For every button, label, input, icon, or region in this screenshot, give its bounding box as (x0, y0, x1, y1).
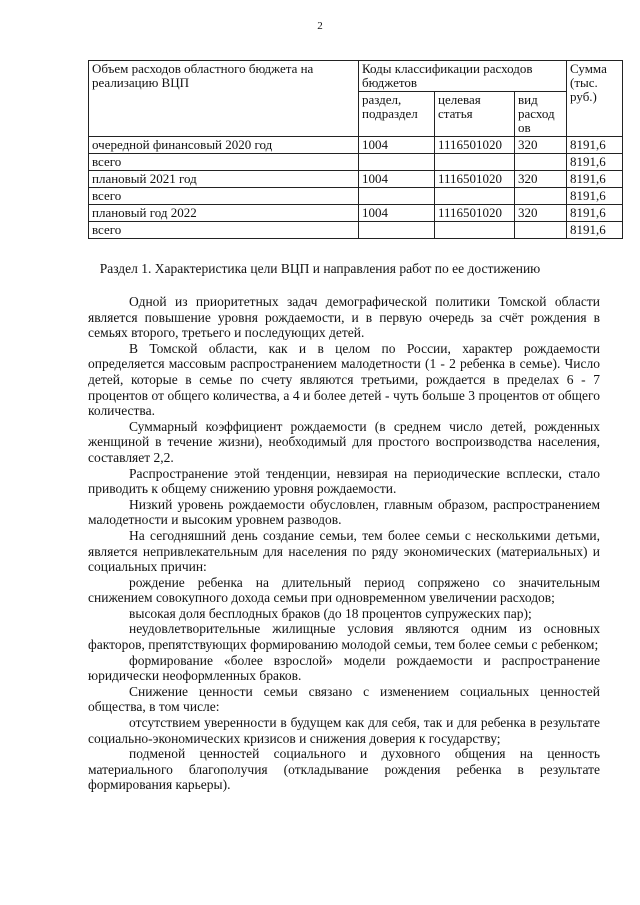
page-number: 2 (317, 20, 323, 32)
table-row (89, 137, 623, 154)
row-sum: 8191,6 (567, 171, 623, 188)
table-row (89, 205, 623, 222)
row-label: всего (89, 154, 359, 171)
table-row (89, 154, 623, 171)
row-razdel (359, 222, 435, 239)
budget-table (88, 60, 623, 239)
row-label: плановый год 2022 (89, 205, 359, 222)
row-vid: 320 (515, 205, 567, 222)
row-razdel: 1004 (359, 137, 435, 154)
row-target: 1116501020 (435, 205, 515, 222)
row-label: очередной финансовый 2020 год (89, 137, 359, 154)
row-target: 1116501020 (435, 137, 515, 154)
paragraph: высокая доля бесплодных браков (до 18 процентов супружеских пар); (129, 605, 532, 621)
table-row (89, 222, 623, 239)
row-razdel: 1004 (359, 205, 435, 222)
table-row (89, 171, 623, 188)
row-sum: 8191,6 (567, 205, 623, 222)
header-budget-volume: Объем расходов областного бюджета на реализацию ВЦП (89, 61, 359, 137)
row-sum: 8191,6 (567, 137, 623, 154)
body-text (88, 294, 600, 793)
paragraph: формирование «более взрослой» модели рождаемости и распространение юридически неоформленных браков. (88, 652, 600, 684)
paragraph: Одной из приоритетных задач демографической политики Томской области является повышение уровня рождаемости, и в первую очередь за счёт рождения в семьях второго, третьего и последующих детей. (88, 294, 600, 341)
row-sum: 8191,6 (567, 154, 623, 171)
paragraph: рождение ребенка на длительный период сопряжено со значительным снижением совокупного дохода семьи при одновременном увеличении расходов; (88, 574, 600, 606)
paragraph: подменой ценностей социального и духовного общения на ценность материального благополучия (откладывание рождения ребенка в результате формирования карьеры). (88, 746, 600, 793)
paragraph: неудовлетворительные жилищные условия являются одним из основных факторов, препятствующих формированию молодой семьи, тем более семьи с ребенком; (88, 621, 600, 653)
paragraph: В Томской области, как и в целом по России, характер рождаемости определяется массовым распространением малодетности (1 - 2 ребенка в семье). Число детей, которые в семье по счету являются третьими, рождается в пределах 6 - 7 процентов от общего количества, а 4 и более детей - чуть больше 3 процентов от общего количества. (88, 340, 600, 419)
row-vid (515, 222, 567, 239)
row-label: плановый 2021 год (89, 171, 359, 188)
paragraph: Суммарный коэффициент рождаемости (в среднем число детей, рожденных женщиной в течение жизни), необходимый для простого воспроизводства населения, составляет 2,2. (88, 418, 600, 465)
row-target: 1116501020 (435, 171, 515, 188)
paragraph: Снижение ценности семьи связано с изменением социальных ценностей общества, в том числе: (88, 683, 600, 715)
subheader-razdel: раздел, подраздел (359, 92, 435, 137)
row-target (435, 222, 515, 239)
row-sum: 8191,6 (567, 188, 623, 205)
row-vid: 320 (515, 137, 567, 154)
row-target (435, 188, 515, 205)
row-razdel (359, 154, 435, 171)
paragraph: Низкий уровень рождаемости обусловлен, главным образом, распространением малодетности и высоким уровнем разводов. (88, 496, 600, 528)
row-vid (515, 188, 567, 205)
paragraph: На сегодняшний день создание семьи, тем более семьи с несколькими детьми, является непривлекательным для населения по ряду экономических (материальных) и социальных причин: (88, 527, 600, 575)
row-vid (515, 154, 567, 171)
row-razdel: 1004 (359, 171, 435, 188)
header-sum: Сумма (тыс. руб.) (567, 61, 623, 137)
row-sum: 8191,6 (567, 222, 623, 239)
section-title: Раздел 1. Характеристика цели ВЦП и направления работ по ее достижению (99, 261, 541, 276)
table-row (89, 188, 623, 205)
paragraph: отсутствием уверенности в будущем как для себя, так и для ребенка в результате социально-экономических кризисов и снижения доверия к государству; (88, 715, 600, 746)
row-vid: 320 (515, 171, 567, 188)
row-label: всего (89, 222, 359, 239)
row-label: всего (89, 188, 359, 205)
header-classification-codes: Коды классификации расходов бюджетов (359, 61, 567, 92)
subheader-vid: вид расход ов (515, 92, 567, 137)
row-target (435, 154, 515, 171)
paragraph: Распространение этой тенденции, невзирая на периодические всплески, стало приводить к общему снижению уровня рождаемости. (88, 465, 600, 497)
table-header-row (89, 61, 623, 92)
subheader-target: целевая статья (435, 92, 515, 137)
row-razdel (359, 188, 435, 205)
